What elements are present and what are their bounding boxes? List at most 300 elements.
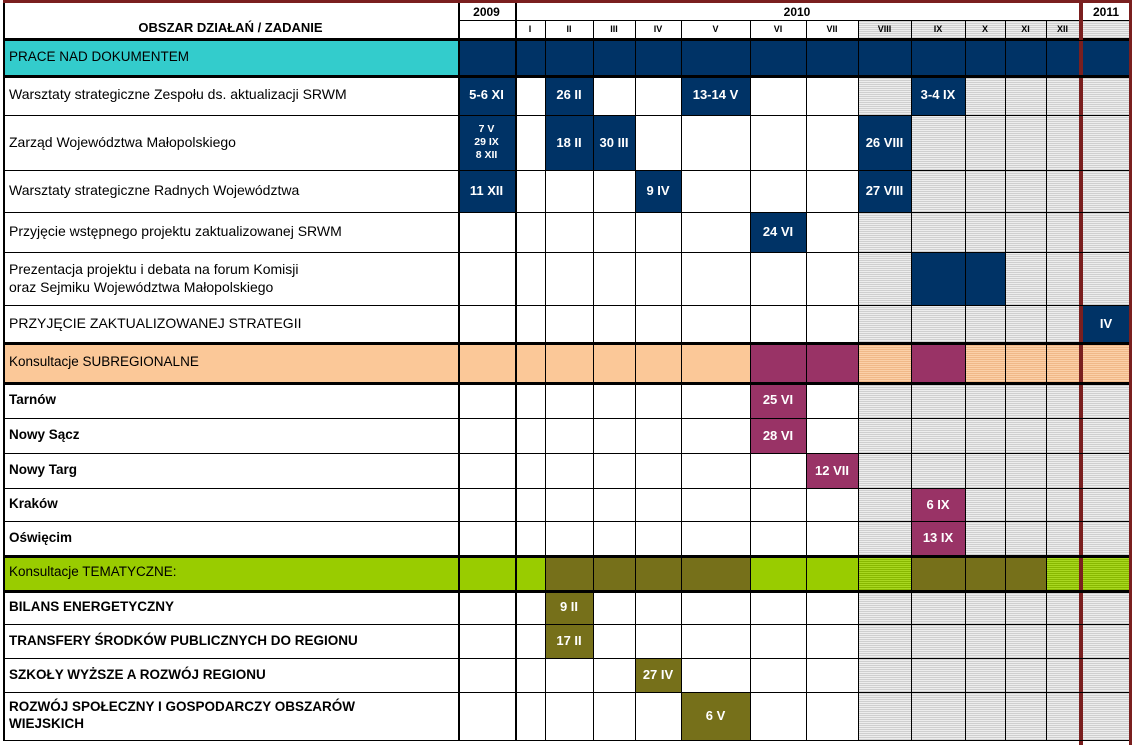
cell-2011 xyxy=(1083,305,1129,342)
cell-X xyxy=(965,692,1005,740)
grid-line xyxy=(1046,20,1047,740)
grid-line xyxy=(3,590,1129,593)
grid-line xyxy=(3,692,1129,693)
cell-2011 xyxy=(1083,170,1129,212)
cell-XII xyxy=(1046,115,1079,170)
cell-XI xyxy=(1005,488,1046,521)
cell-XI xyxy=(1005,692,1046,740)
cell-III xyxy=(593,453,635,488)
cell-XI xyxy=(1005,453,1046,488)
grid-line xyxy=(3,115,1129,116)
cell-text: 9 II xyxy=(559,599,579,615)
cell-VI xyxy=(750,521,806,555)
cell-text: 12 VII xyxy=(815,462,849,478)
cell-text: IV xyxy=(1099,315,1113,331)
cell-IV xyxy=(635,115,681,170)
cell-IV xyxy=(635,170,681,212)
row-label: TRANSFERY ŚRODKÓW PUBLICZNYCH DO REGIONU xyxy=(9,632,358,648)
month-header-2011-blank xyxy=(1083,20,1129,38)
year-2011-header: 2011 xyxy=(1092,4,1120,19)
cell-V xyxy=(681,488,750,521)
cell-2011 xyxy=(1083,692,1129,740)
cell-text: 11 XII xyxy=(469,183,504,199)
cell-III xyxy=(593,170,635,212)
cell-2011 xyxy=(1083,382,1129,418)
cell-VIII xyxy=(858,692,911,740)
cell-IV xyxy=(635,555,681,590)
cell-2011 xyxy=(1083,453,1129,488)
cell-text: 7 V 29 IX 8 XII xyxy=(474,122,499,162)
cell-VII xyxy=(806,115,858,170)
month-header-II: II xyxy=(566,24,572,34)
cell-X xyxy=(965,212,1005,252)
cell-2009 xyxy=(458,521,515,555)
cell-2009 xyxy=(458,252,515,305)
cell-I xyxy=(515,212,545,252)
cell-V xyxy=(681,624,750,658)
month-header-VI: VI xyxy=(773,24,783,34)
cell-V xyxy=(681,75,750,115)
cell-IV xyxy=(635,521,681,555)
cell-V xyxy=(681,115,750,170)
cell-III xyxy=(593,624,635,658)
cell-VI xyxy=(750,170,806,212)
cell-IX xyxy=(911,252,965,305)
cell-II xyxy=(545,692,593,740)
cell-XII xyxy=(1046,521,1079,555)
cell-XII xyxy=(1046,555,1079,590)
cell-2009 xyxy=(458,342,515,382)
month-header-VII: VII xyxy=(826,24,838,34)
cell-II xyxy=(545,40,593,75)
cell-text: 13 IX xyxy=(922,530,954,546)
cell-VIII xyxy=(858,488,911,521)
cell-IX xyxy=(911,555,965,590)
cell-VII xyxy=(806,212,858,252)
cell-VIII xyxy=(858,555,911,590)
cell-2011 xyxy=(1083,115,1129,170)
cell-VIII xyxy=(858,418,911,453)
cell-V xyxy=(681,692,750,740)
cell-III xyxy=(593,40,635,75)
cell-XII xyxy=(1046,418,1079,453)
grid-line xyxy=(3,3,5,740)
cell-VII xyxy=(806,418,858,453)
grid-line xyxy=(911,20,912,740)
cell-I xyxy=(515,40,545,75)
cell-text: 26 II xyxy=(556,87,582,103)
cell-VIII xyxy=(858,624,911,658)
cell-VI xyxy=(750,624,806,658)
cell-2011 xyxy=(1083,624,1129,658)
cell-VIII xyxy=(858,658,911,692)
cell-V xyxy=(681,418,750,453)
cell-X xyxy=(965,488,1005,521)
cell-V xyxy=(681,305,750,342)
row-label: ROZWÓJ SPOŁECZNY I GOSPODARCZY OBSZARÓW WIEJSKICH xyxy=(9,699,356,731)
row-label: Tarnów xyxy=(9,391,56,407)
cell-VII xyxy=(806,692,858,740)
row-label: Konsultacje TEMATYCZNE: xyxy=(3,555,458,590)
cell-VI xyxy=(750,418,806,453)
cell-V xyxy=(681,342,750,382)
grid-line xyxy=(1005,20,1006,740)
cell-XII xyxy=(1046,212,1079,252)
cell-IX xyxy=(911,453,965,488)
cell-VIII xyxy=(858,40,911,75)
cell-X xyxy=(965,418,1005,453)
cell-VII xyxy=(806,40,858,75)
cell-text: 26 VIII xyxy=(865,134,904,150)
grid-line xyxy=(3,305,1129,306)
cell-X xyxy=(965,115,1005,170)
cell-XI xyxy=(1005,305,1046,342)
cell-X xyxy=(965,382,1005,418)
cell-XI xyxy=(1005,40,1046,75)
row-label: PRZYJĘCIE ZAKTUALIZOWANEJ STRATEGII xyxy=(9,314,302,331)
cell-XI xyxy=(1005,555,1046,590)
cell-2009 xyxy=(458,212,515,252)
row-label: Kraków xyxy=(9,496,58,512)
cell-2009 xyxy=(458,624,515,658)
cell-XII xyxy=(1046,658,1079,692)
cell-VII xyxy=(806,590,858,624)
row-label: BILANS ENERGETYCZNY xyxy=(9,598,175,614)
grid-line xyxy=(3,555,1129,558)
month-header-XII: XII xyxy=(1046,20,1079,38)
grid-line xyxy=(3,170,1129,171)
cell-text: 6 IX xyxy=(926,496,950,512)
cell-2009 xyxy=(458,170,515,212)
cell-II xyxy=(545,521,593,555)
cell-2011 xyxy=(1083,658,1129,692)
cell-IV xyxy=(635,624,681,658)
cell-IV xyxy=(635,488,681,521)
cell-IV xyxy=(635,590,681,624)
cell-2009 xyxy=(458,658,515,692)
cell-text: 27 IV xyxy=(642,667,674,683)
cell-XI xyxy=(1005,115,1046,170)
month-header-V: V xyxy=(712,24,719,34)
cell-IX xyxy=(911,658,965,692)
cell-II xyxy=(545,488,593,521)
month-header-VIII: VIII xyxy=(858,20,911,38)
cell-V xyxy=(681,382,750,418)
row-label: SZKOŁY WYŻSZE A ROZWÓJ REGIONU xyxy=(9,666,266,682)
cell-II xyxy=(545,418,593,453)
cell-II xyxy=(545,590,593,624)
cell-VIII xyxy=(858,212,911,252)
row-label: Przyjęcie wstępnego projektu zaktualizowanej SRWM xyxy=(9,223,342,240)
grid-line xyxy=(681,20,682,740)
cell-IX xyxy=(911,692,965,740)
cell-I xyxy=(515,555,545,590)
grid-line xyxy=(515,3,517,740)
cell-X xyxy=(965,590,1005,624)
cell-VIII xyxy=(858,382,911,418)
cell-XI xyxy=(1005,342,1046,382)
row-label: Warsztaty strategiczne Radnych Województwa xyxy=(9,182,300,199)
cell-2009 xyxy=(458,418,515,453)
cell-I xyxy=(515,418,545,453)
month-header-III: III xyxy=(610,24,618,34)
cell-I xyxy=(515,342,545,382)
cell-IV xyxy=(635,40,681,75)
cell-III xyxy=(593,658,635,692)
cell-VIII xyxy=(858,521,911,555)
cell-IV xyxy=(635,382,681,418)
cell-X xyxy=(965,555,1005,590)
cell-VI xyxy=(750,212,806,252)
cell-2011 xyxy=(1083,75,1129,115)
cell-XII xyxy=(1046,252,1079,305)
cell-III xyxy=(593,342,635,382)
cell-IV xyxy=(635,658,681,692)
cell-III xyxy=(593,252,635,305)
cell-III xyxy=(593,212,635,252)
cell-VII xyxy=(806,75,858,115)
cell-V xyxy=(681,658,750,692)
cell-III xyxy=(593,521,635,555)
grid-line xyxy=(3,453,1129,454)
cell-VIII xyxy=(858,305,911,342)
cell-V xyxy=(681,170,750,212)
cell-IV xyxy=(635,212,681,252)
cell-text: 25 VI xyxy=(762,392,794,408)
cell-VII xyxy=(806,521,858,555)
cell-VI xyxy=(750,40,806,75)
cell-II xyxy=(545,658,593,692)
grid-line xyxy=(1083,20,1129,21)
cell-V xyxy=(681,590,750,624)
grid-line xyxy=(858,20,859,740)
cell-V xyxy=(681,453,750,488)
grid-line xyxy=(593,20,594,740)
cell-VI xyxy=(750,305,806,342)
cell-II xyxy=(545,115,593,170)
grid-line xyxy=(3,488,1129,489)
grid-line xyxy=(3,212,1129,213)
cell-VI xyxy=(750,453,806,488)
cell-VIII xyxy=(858,115,911,170)
cell-2009 xyxy=(458,40,515,75)
cell-2011 xyxy=(1083,521,1129,555)
cell-text: 6 V xyxy=(705,708,726,724)
cell-XII xyxy=(1046,453,1079,488)
month-header-X: X xyxy=(965,20,1005,38)
cell-II xyxy=(545,170,593,212)
cell-VII xyxy=(806,342,858,382)
cell-XII xyxy=(1046,40,1079,75)
grid-line xyxy=(458,20,1079,21)
cell-VII xyxy=(806,252,858,305)
cell-VII xyxy=(806,382,858,418)
row-label: Prezentacja projektu i debata na forum Komisji oraz Sejmiku Województwa Małopolskiego xyxy=(9,261,299,295)
cell-VIII xyxy=(858,590,911,624)
cell-X xyxy=(965,342,1005,382)
cell-I xyxy=(515,75,545,115)
cell-IX xyxy=(911,170,965,212)
cell-IV xyxy=(635,75,681,115)
cell-2011 xyxy=(1083,40,1129,75)
year-2009-header: 2009 xyxy=(473,4,500,19)
cell-VI xyxy=(750,658,806,692)
cell-2011 xyxy=(1083,342,1129,382)
grid-line xyxy=(458,3,460,740)
cell-IX xyxy=(911,115,965,170)
cell-XI xyxy=(1005,382,1046,418)
cell-I xyxy=(515,658,545,692)
cell-IX xyxy=(911,521,965,555)
cell-IV xyxy=(635,252,681,305)
cell-XI xyxy=(1005,590,1046,624)
grid-line xyxy=(3,40,1129,41)
cell-III xyxy=(593,555,635,590)
cell-XII xyxy=(1046,75,1079,115)
cell-text: 9 IV xyxy=(646,183,670,199)
month-header-XI: XI xyxy=(1005,20,1046,38)
cell-II xyxy=(545,555,593,590)
cell-XI xyxy=(1005,252,1046,305)
cell-2011 xyxy=(1083,418,1129,453)
cell-I xyxy=(515,382,545,418)
cell-I xyxy=(515,170,545,212)
cell-VII xyxy=(806,453,858,488)
cell-VIII xyxy=(858,453,911,488)
cell-III xyxy=(593,692,635,740)
grid-line xyxy=(3,252,1129,253)
cell-XII xyxy=(1046,342,1079,382)
grid-line xyxy=(750,20,751,740)
row-label: Oświęcim xyxy=(9,529,73,545)
grid-line xyxy=(3,0,1132,3)
cell-IV xyxy=(635,453,681,488)
grid-line xyxy=(3,740,1129,741)
grid-line xyxy=(1079,0,1083,745)
cell-VII xyxy=(806,555,858,590)
cell-IV xyxy=(635,305,681,342)
cell-XII xyxy=(1046,692,1079,740)
cell-text: 28 VI xyxy=(762,427,794,443)
cell-2011 xyxy=(1083,488,1129,521)
grid-line xyxy=(3,658,1129,659)
cell-2009 xyxy=(458,75,515,115)
grid-line xyxy=(3,382,1129,385)
cell-II xyxy=(545,342,593,382)
cell-text: 27 VIII xyxy=(865,183,904,199)
row-label: Nowy Targ xyxy=(9,462,78,478)
cell-VI xyxy=(750,692,806,740)
cell-VII xyxy=(806,488,858,521)
cell-2009 xyxy=(458,488,515,521)
cell-VIII xyxy=(858,75,911,115)
grid-line xyxy=(3,342,1129,345)
cell-III xyxy=(593,305,635,342)
cell-IX xyxy=(911,418,965,453)
grid-line xyxy=(806,20,807,740)
cell-2011 xyxy=(1083,590,1129,624)
cell-text: 18 II xyxy=(556,134,582,150)
cell-text: 13-14 V xyxy=(692,87,739,103)
cell-XII xyxy=(1046,624,1079,658)
cell-V xyxy=(681,40,750,75)
cell-2009 xyxy=(458,555,515,590)
cell-XII xyxy=(1046,305,1079,342)
cell-II xyxy=(545,453,593,488)
cell-VII xyxy=(806,658,858,692)
cell-XI xyxy=(1005,658,1046,692)
cell-VI xyxy=(750,342,806,382)
cell-2009 xyxy=(458,453,515,488)
cell-I xyxy=(515,624,545,658)
row-label: Warsztaty strategiczne Zespołu ds. aktualizacji SRWM xyxy=(9,86,347,103)
cell-IV xyxy=(635,692,681,740)
cell-VIII xyxy=(858,170,911,212)
year-2010-header: 2010 xyxy=(783,4,811,19)
cell-2009 xyxy=(458,590,515,624)
cell-VII xyxy=(806,305,858,342)
cell-text: 30 III xyxy=(599,134,629,150)
cell-XI xyxy=(1005,418,1046,453)
cell-IX xyxy=(911,75,965,115)
month-header-2009-blank xyxy=(458,20,515,38)
cell-IX xyxy=(911,40,965,75)
cell-V xyxy=(681,252,750,305)
cell-text: 3-4 IX xyxy=(920,87,956,103)
row-label: Zarząd Województwa Małopolskiego xyxy=(9,133,236,150)
cell-X xyxy=(965,453,1005,488)
row-label: Nowy Sącz xyxy=(9,427,80,443)
cell-X xyxy=(965,624,1005,658)
cell-II xyxy=(545,305,593,342)
cell-X xyxy=(965,252,1005,305)
cell-VI xyxy=(750,115,806,170)
month-header-IX: IX xyxy=(911,20,965,38)
cell-X xyxy=(965,40,1005,75)
cell-III xyxy=(593,382,635,418)
month-header-IV: IV xyxy=(653,24,663,34)
cell-VIII xyxy=(858,342,911,382)
grid-line xyxy=(3,75,1129,78)
cell-III xyxy=(593,418,635,453)
grid-line xyxy=(3,418,1129,419)
cell-IX xyxy=(911,590,965,624)
cell-II xyxy=(545,212,593,252)
cell-I xyxy=(515,692,545,740)
cell-III xyxy=(593,75,635,115)
row-label: Konsultacje SUBREGIONALNE xyxy=(3,342,458,382)
cell-2011 xyxy=(1083,555,1129,590)
cell-IV xyxy=(635,418,681,453)
cell-III xyxy=(593,115,635,170)
cell-text: 5-6 XI xyxy=(469,87,504,103)
cell-III xyxy=(593,590,635,624)
cell-X xyxy=(965,521,1005,555)
area-header: OBSZAR DZIAŁAŃ / ZADANIE xyxy=(138,20,323,35)
cell-2009 xyxy=(458,305,515,342)
cell-II xyxy=(545,75,593,115)
grid-line xyxy=(635,20,636,740)
cell-2009 xyxy=(458,692,515,740)
cell-VI xyxy=(750,555,806,590)
cell-IX xyxy=(911,342,965,382)
cell-I xyxy=(515,252,545,305)
cell-II xyxy=(545,252,593,305)
grid-line xyxy=(3,624,1129,625)
cell-IV xyxy=(635,342,681,382)
cell-II xyxy=(545,624,593,658)
cell-I xyxy=(515,521,545,555)
